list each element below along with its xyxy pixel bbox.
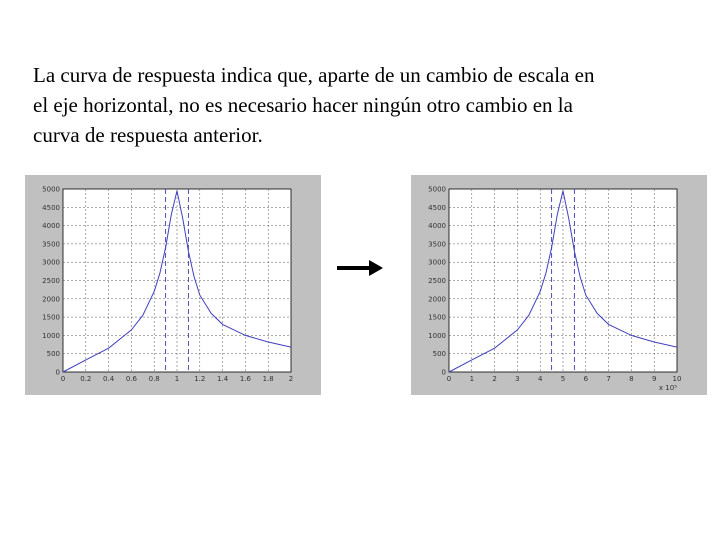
chart-panel-left — [25, 175, 321, 395]
y-tick-label: 5000 — [42, 185, 60, 194]
y-tick-label: 3000 — [42, 258, 60, 267]
x-tick-label: 2 — [288, 375, 294, 383]
x-tick-label: 0.2 — [80, 375, 92, 383]
x-tick-label: 3 — [515, 375, 520, 383]
y-tick-label: 1500 — [428, 313, 446, 322]
x-tick-label: 10 — [672, 375, 682, 383]
chart-panel-right — [411, 175, 707, 395]
x-tick-label: 1.6 — [239, 375, 251, 383]
y-tick-label: 1500 — [42, 313, 60, 322]
x-tick-label: 0.4 — [103, 375, 115, 383]
x-tick-label: 0 — [60, 375, 66, 383]
y-tick-label: 4000 — [428, 222, 446, 231]
response-curve-chart-left — [25, 175, 321, 395]
x-tick-label: 2 — [492, 375, 497, 383]
x-tick-label: 6 — [583, 375, 589, 383]
x-tick-label: 8 — [629, 375, 634, 383]
y-tick-label: 3500 — [42, 240, 60, 249]
right-arrow-icon — [333, 255, 385, 281]
y-tick-label: 2500 — [42, 277, 60, 285]
y-tick-label: 4500 — [428, 203, 446, 212]
x-tick-label: 1.2 — [194, 375, 206, 383]
y-tick-label: 5000 — [428, 185, 446, 194]
y-tick-label: 0 — [55, 368, 60, 377]
x-multiplier-label: x 10⁵ — [658, 384, 677, 392]
x-tick-label: 4 — [537, 375, 543, 383]
x-tick-label: 9 — [651, 375, 657, 383]
x-tick-label: 5 — [560, 375, 566, 383]
y-tick-label: 4000 — [42, 222, 60, 231]
caption-line: La curva de respuesta indica que, aparte de un cambio de escala en — [33, 63, 595, 87]
x-tick-label: 0.6 — [125, 375, 137, 383]
caption-line: curva de respuesta anterior. — [33, 123, 263, 147]
y-tick-label: 0 — [441, 368, 446, 377]
x-tick-label: 0.8 — [148, 375, 160, 383]
y-tick-label: 2000 — [428, 295, 446, 304]
x-tick-label: 1 — [469, 375, 475, 383]
y-tick-label: 1000 — [428, 331, 446, 340]
x-tick-label: 0 — [446, 375, 452, 383]
y-tick-label: 4500 — [42, 203, 60, 212]
y-tick-label: 2000 — [42, 295, 60, 304]
caption-line: el eje horizontal, no es necesario hacer ningún otro cambio en la — [33, 93, 573, 117]
y-tick-label: 500 — [46, 350, 60, 359]
x-tick-label: 1.8 — [262, 375, 274, 383]
y-tick-label: 3500 — [428, 240, 446, 249]
x-tick-label: 1 — [174, 375, 180, 383]
y-tick-label: 500 — [432, 350, 446, 359]
x-tick-label: 7 — [606, 375, 611, 383]
y-tick-label: 2500 — [428, 277, 446, 285]
response-curve-chart-right — [411, 175, 707, 395]
y-tick-label: 3000 — [428, 258, 446, 267]
caption-text — [33, 60, 693, 150]
x-tick-label: 1.4 — [217, 375, 229, 383]
y-tick-label: 1000 — [42, 331, 60, 340]
